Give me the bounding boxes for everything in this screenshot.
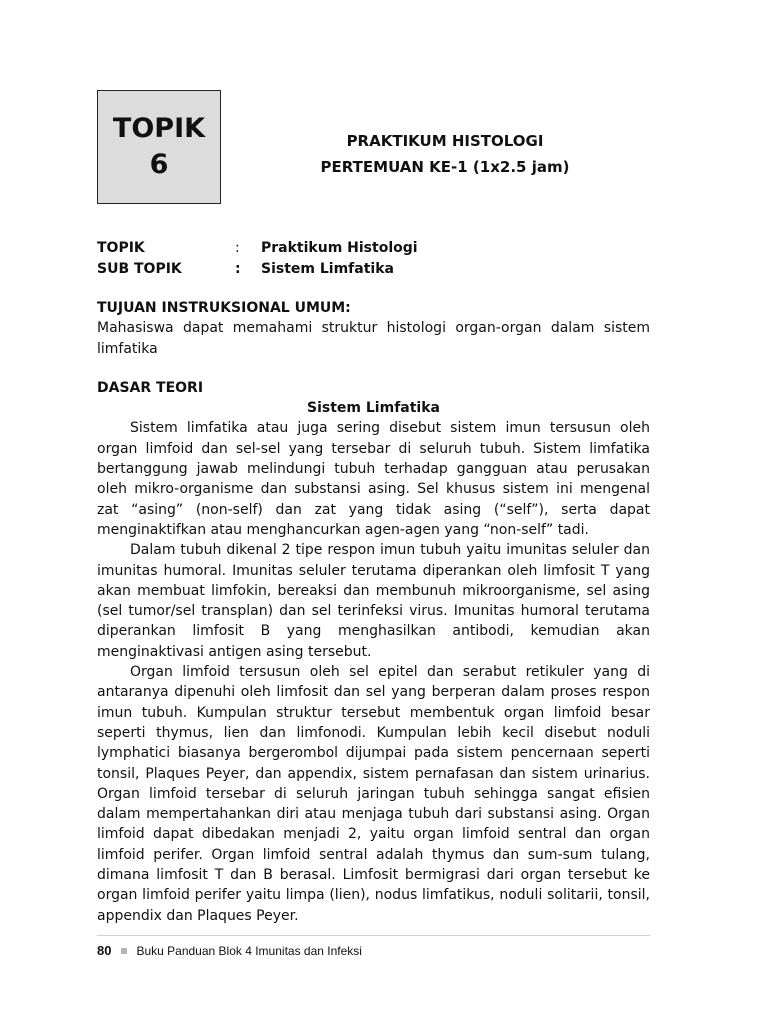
topic-number: 6	[149, 149, 169, 180]
page-header	[240, 128, 650, 180]
meta-key: SUB TOPIK	[97, 261, 182, 277]
body-paragraph-2: Dalam tubuh dikenal 2 tipe respon imun tubuh yaitu imunitas seluler dan imunitas humoral. Imunitas seluler terutama diperankan oleh limfosit T yang akan membuat limfokin, bereaksi dan membunuh mikroorganisme, sel asing (sel tumor/sel transplan) dan sel terinfeksi virus. Imunitas humoral terutama diperankan limfosit B yang menghasilkan antibodi, kemudian akan menginaktivasi antigen asing tersebut.	[97, 542, 650, 660]
page-title: PRAKTIKUM HISTOLOGI	[346, 132, 544, 150]
meta-row-topik	[97, 238, 650, 259]
footer-divider	[97, 935, 650, 936]
body-paragraph-3: Organ limfoid tersusun oleh sel epitel dan serabut retikuler yang di antaranya dipenuhi oleh limfosit dan sel yang berperan dalam proses respon imun tubuh. Kumpulan struktur tersebut membentuk organ limfoid besar seperti thymus, lien dan limfonodi. Kumpulan lebih kecil disebut noduli lymphatici biasanya bergerombol dijumpai pada sistem pencernaan seperti tonsil, Plaques Peyer, dan appendix, sistem pernafasan dan sistem urinarius. Organ limfoid tersebar di seluruh jaringan tubuh sehingga sangat efisien dalam mempertahankan diri atau menjaga tubuh dari substansi asing. Organ limfoid dapat dibedakan menjadi 2, yaitu organ limfoid sentral dan organ limfoid perifer. Organ limfoid sentral adalah thymus dan sum-sum tulang, dimana limfosit T dan B berasal. Limfosit bermigrasi dari organ tersebut ke organ limfoid perifer yaitu limpa (lien), nodus limfatikus, noduli solitarii, tonsil, appendix dan Plaques Peyer.	[97, 664, 650, 924]
page-number: 80	[97, 943, 112, 958]
topic-label: TOPIK	[112, 113, 206, 144]
body-paragraph-1: Sistem limfatika atau juga sering disebut sistem imun tersusun oleh organ limfoid dan sel-sel yang tersebar di seluruh tubuh. Sistem limfatika bertanggung jawab melindungi tubuh terhadap gangguan atau perusakan oleh mikro-organisme dan substansi asing. Sel khusus sistem ini mengenal zat “asing” (non-self) dan zat yang tidak asing (“self”), serta dapat menginaktifkan atau menghancurkan agen-agen yang “non-self” tadi.	[97, 420, 650, 538]
spacer	[97, 359, 650, 378]
meta-value: Praktikum Histologi	[261, 240, 418, 256]
dasar-teori-heading: DASAR TEORI	[97, 379, 204, 396]
square-bullet-icon	[121, 948, 127, 954]
page-subtitle: PERTEMUAN KE-1 (1x2.5 jam)	[320, 158, 570, 176]
tujuan-text: Mahasiswa dapat memahami struktur histologi organ-organ dalam sistem limfatika	[97, 320, 650, 357]
book-title: Buku Panduan Blok 4 Imunitas dan Infeksi	[136, 944, 362, 958]
meta-separator: :	[235, 240, 240, 256]
topic-meta	[97, 238, 650, 280]
section-subheading: Sistem Limfatika	[307, 400, 440, 417]
meta-value: Sistem Limfatika	[261, 261, 394, 277]
page-footer	[97, 943, 362, 959]
meta-row-subtopik	[97, 259, 650, 280]
topic-number-box	[97, 90, 221, 204]
tujuan-heading: TUJUAN INSTRUKSIONAL UMUM:	[97, 300, 351, 316]
meta-separator: :	[235, 261, 241, 277]
meta-key: TOPIK	[97, 240, 145, 256]
main-content	[97, 298, 650, 926]
